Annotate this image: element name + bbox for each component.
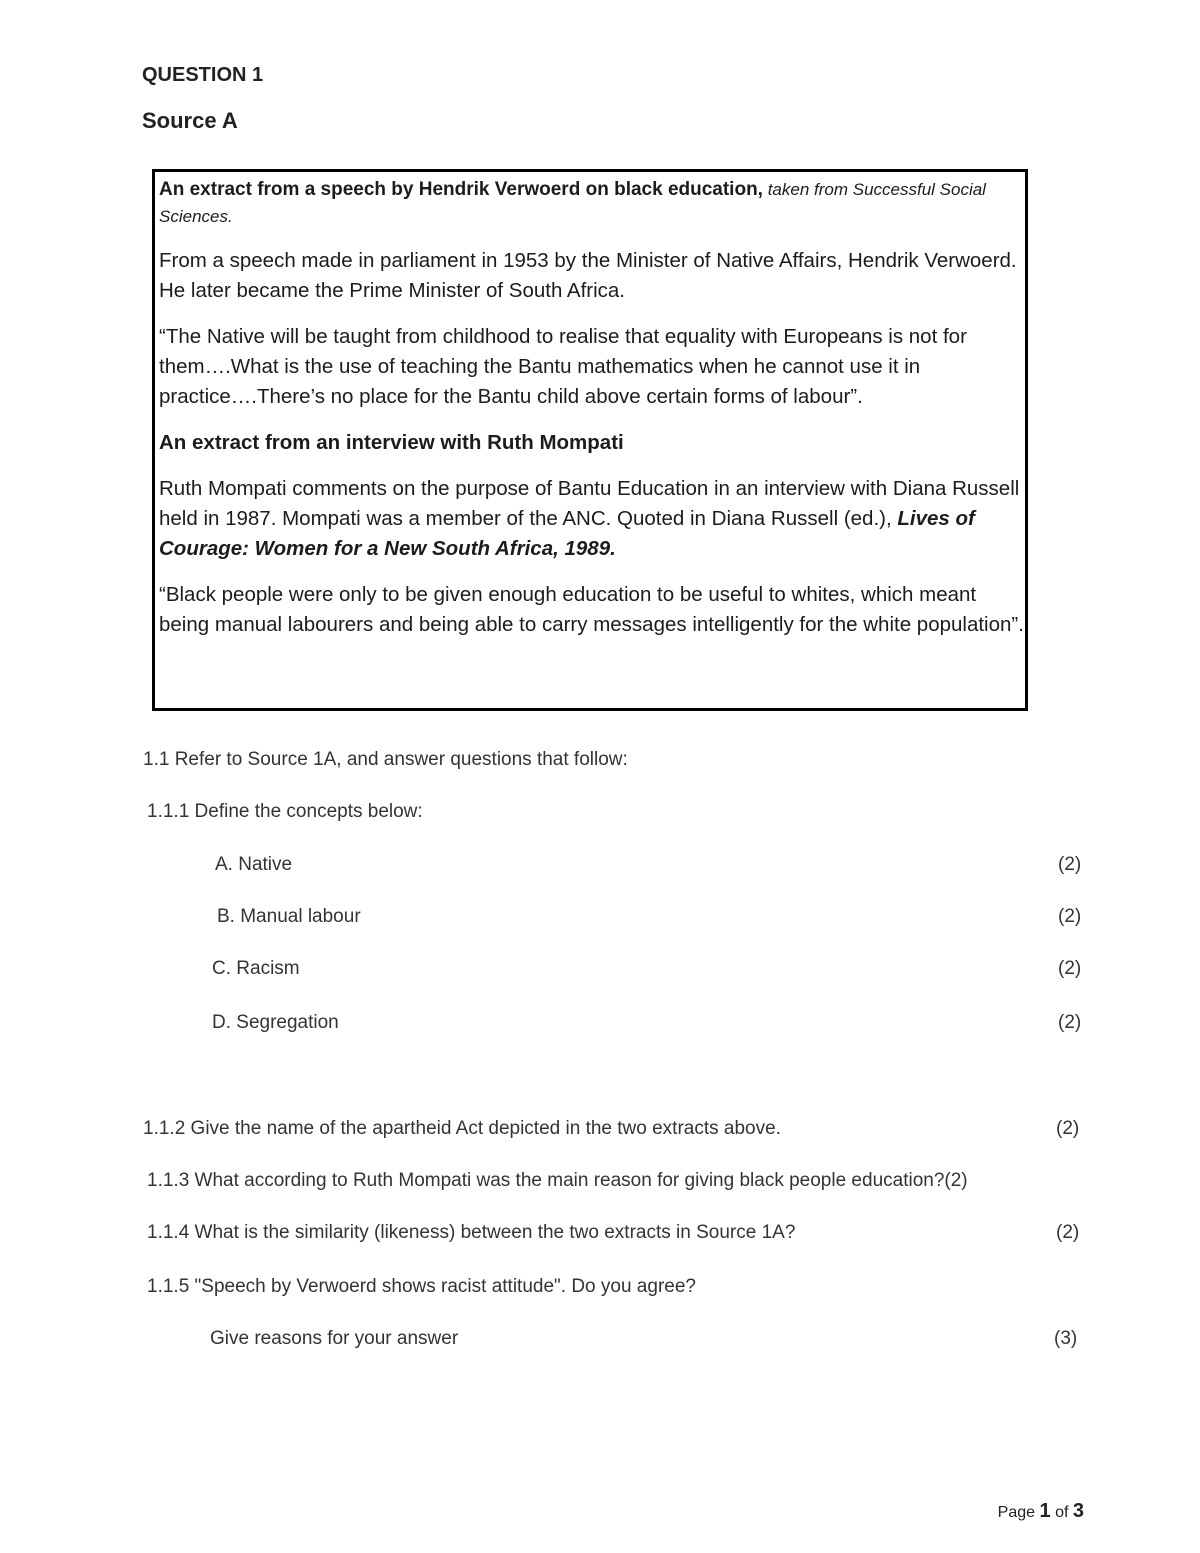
interview-context-text: Ruth Mompati comments on the purpose of Bantu Education in an interview with Diana Russell held in 1987. Mompati was a member of the ANC. Quoted in Diana Russell (ed.), xyxy=(159,477,1020,530)
concept-d-mark: (2) xyxy=(1058,1012,1082,1033)
question-1-1-4-mark: (2) xyxy=(1056,1222,1080,1243)
question-1-1: 1.1 Refer to Source 1A, and answer questions that follow: xyxy=(143,749,628,770)
page-number: 1 xyxy=(1039,1500,1051,1522)
concept-b: B. Manual labour xyxy=(217,906,361,927)
concept-a: A. Native xyxy=(215,854,293,875)
concept-b-mark: (2) xyxy=(1058,906,1082,927)
interview-context xyxy=(159,474,1025,564)
question-1-1-5: 1.1.5 "Speech by Verwoerd shows racist attitude". Do you agree? xyxy=(147,1276,696,1297)
concept-c: C. Racism xyxy=(212,958,300,979)
question-1-1-2-mark: (2) xyxy=(1056,1118,1080,1139)
concept-d: D. Segregation xyxy=(212,1012,339,1033)
page-footer xyxy=(998,1500,1084,1523)
concept-c-mark: (2) xyxy=(1058,958,1082,979)
verwoerd-quote: “The Native will be taught from childhood to realise that equality with Europeans is not for them….What is the use of teaching the Bantu mathematics when he cannot use it in practice….There’s no place for the Bantu child above certain forms of labour”. xyxy=(159,325,967,408)
of-word: of xyxy=(1055,1504,1069,1521)
interview-heading xyxy=(159,428,1025,458)
source-box xyxy=(152,169,1028,711)
source-caption-italic: taken from Successful Social Sciences. xyxy=(159,180,986,226)
source-caption-bold: An extract from a speech by Hendrik Verwoerd on black education, xyxy=(159,179,763,200)
page-word: Page xyxy=(997,1504,1036,1521)
question-1-1-5-mark: (3) xyxy=(1054,1328,1078,1349)
concept-a-mark: (2) xyxy=(1058,854,1082,875)
question-1-1-5-reasons: Give reasons for your answer xyxy=(210,1328,459,1349)
question-1-1-1: 1.1.1 Define the concepts below: xyxy=(147,801,423,822)
question-1-1-2: 1.1.2 Give the name of the apartheid Act depicted in the two extracts above. xyxy=(143,1118,781,1139)
source-heading: Source A xyxy=(142,108,238,133)
speech-context: From a speech made in parliament in 1953 by the Minister of Native Affairs, Hendrik Verwoerd. He later became the Prime Minister of South Africa. xyxy=(159,249,1017,302)
question-1-1-3: 1.1.3 What according to Ruth Mompati was the main reason for giving black people education?(2) xyxy=(147,1170,968,1191)
mompati-quote: “Black people were only to be given enough education to be useful to whites, which meant being manual labourers and being able to carry messages intelligently for the white population”. xyxy=(159,583,1024,636)
source-caption xyxy=(159,176,1025,230)
question-1-1-4: 1.1.4 What is the similarity (likeness) between the two extracts in Source 1A? xyxy=(147,1222,796,1243)
interview-heading-text: An extract from an interview with Ruth Mompati xyxy=(159,431,624,454)
page-total: 3 xyxy=(1072,1500,1084,1522)
question-heading: QUESTION 1 xyxy=(142,64,264,86)
interview-context-italic: Lives of Courage: Women for a New South Africa, 1989. xyxy=(159,507,975,560)
